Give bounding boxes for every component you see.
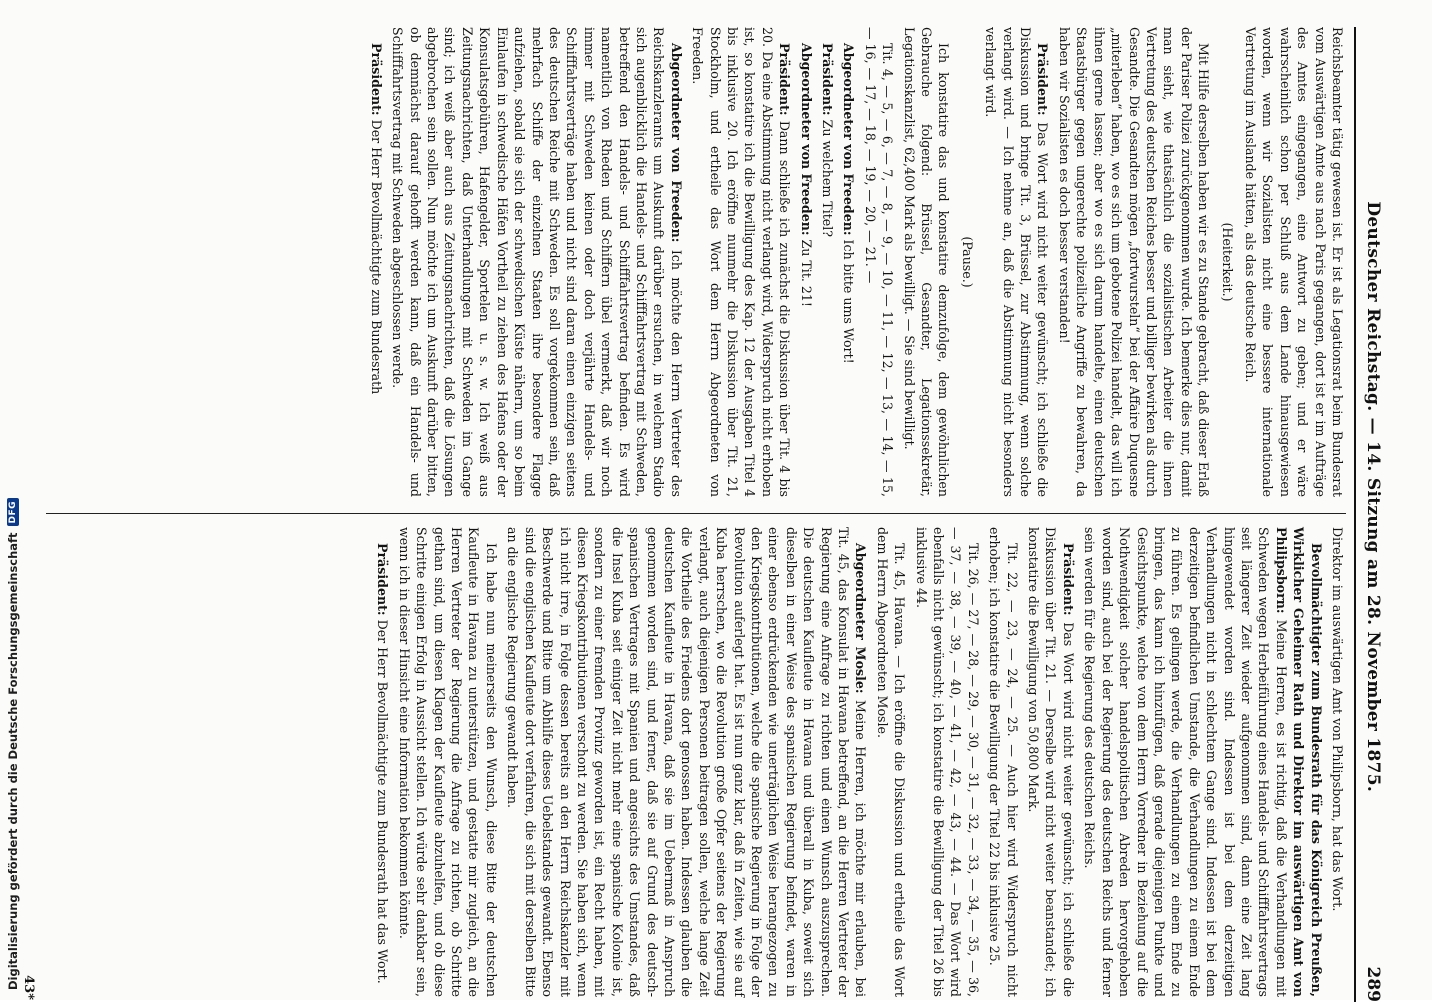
paragraph xyxy=(1081,527,1325,997)
speaker-name: Präsident: xyxy=(1036,43,1051,116)
credit-text: Digitalisierung gefördert durch die Deutsche Forschungsgemeinschaft xyxy=(6,532,20,990)
paragraph-text: Das Wort wird nicht weiter gewünscht; ich schließe die Diskussion und bringe Tit. 3, Brüssel, zur Abstimmung, wenn solche verlangt wird. — Ich nehme an, daß die Abstimmung nicht besonders verlangt wird. xyxy=(983,27,1050,497)
signature-mark: 43* xyxy=(21,975,36,1000)
paragraph xyxy=(900,27,952,497)
stage-direction xyxy=(958,27,975,497)
running-header xyxy=(1354,27,1390,1002)
speaker-name: Präsident: xyxy=(820,43,835,116)
paragraph-text: Tit. 4, — 5, — 6, — 7, — 8, — 9, — 10, — 11, — 12, — 13, — 14, — 15, — 16, — 17, — 18, — 19, — 20, — 21. — xyxy=(863,27,895,497)
paragraph-text: Ich bitte ums Wort! xyxy=(841,240,856,364)
paragraph xyxy=(395,527,499,997)
paragraph xyxy=(367,27,384,497)
paragraph-text: (Heiterkeit.) xyxy=(1220,223,1235,302)
paragraph xyxy=(873,527,908,997)
speaker-name: Abgeordneter von Freeden: xyxy=(669,43,684,242)
paragraph-text: Ich konstatire das und konstatire demzufolge, dem gewöhnlichen Gebrauche folgend: Brüssel, Gesandter, Legationssekretär, Legationskanzlist, 62,400 Mark als bewilligt. — Sie sind bewilligt. xyxy=(902,27,952,497)
paragraph-text: Tit. 26, — 27, — 28, — 29, — 30, — 31, — 32, — 33, — 34, — 35, — 36, — 37, — 38, — 39, — 40, — 41, — 42, — 43, — 44. — Das Wort wird ebenfalls nicht gewünscht; ich konstatire die Bewilligung der Titel 26 bis inklusive 44. xyxy=(914,527,981,997)
speaker-name: Präsident: xyxy=(375,543,390,616)
paragraph-text: Der Herr Bevollmächtigte zum Bundesrath hat das Wort. xyxy=(375,620,390,984)
paragraph-text: Reichsbeamter tätig gewesen ist. Er ist als Legationsrat beim Bundesrat vom Auswärtigen Amte aus nach Paris gegangen, dort ist er im Aufträge des Amtes eingegangen, eine Antwort zu geben; und er wäre wahrscheinlich schon per Schluß aus dem Lande hinausgewiesen worden, wenn wir Sozialisten nicht eine bessere internationale Vertretung im Auslande hätten, als das deutsche Reich. xyxy=(1243,27,1345,497)
paragraph xyxy=(986,527,1021,997)
speaker-name: Präsident: xyxy=(1061,543,1076,616)
paragraph xyxy=(1025,527,1077,997)
paragraph-text: Direktor im auswärtigen Amt von Philipsborn, hat das Wort. xyxy=(1330,527,1345,911)
page-number: 289 xyxy=(1363,967,1383,1002)
paragraph xyxy=(840,27,857,497)
dfg-logo-icon: DFG xyxy=(7,498,19,527)
speaker-name: Präsident: xyxy=(777,43,792,116)
paragraph-text: Tit. 22, — 23, — 24, — 25. — Auch hier wird Widerspruch nicht erhoben; ich konstatire die Bewilligung der Titel 22 bis inklusive 25. xyxy=(987,527,1019,997)
paragraph xyxy=(374,527,391,997)
speaker-name: Bevollmächtigter zum Bundesrath für das Königreich Preußen, Wirklicher Geheimer Rath und Direktor im auswärtigen Amt von Philipsborn: xyxy=(1274,527,1324,997)
paragraph-text: Zu welchem Titel? xyxy=(820,120,835,237)
paragraph-text: Zu Tit. 21! xyxy=(799,240,814,307)
paragraph xyxy=(982,27,1052,497)
paragraph-text: Ich habe nun meinerseits den Wunsch, diese Bitte der deutschen Kaufleute in Havana zu unterstützen, und gestatte mir zugleich, an die Herren Vertreter der Regierung die Anfrage zu richten, ob Schritte gethan sind, um diesen Klagen der Kaufleute abzuhelfen, und ob diese Schritte einigen Erfolg in Aussicht stellen. Ich würde sehr dankbar sein, wenn ich in dieser Hinsicht eine Information bekommen könnte. xyxy=(397,527,499,997)
paragraph-text: Ich möchte den Herrn Vertreter des Reichskanzleramts um Auskunft darüber ersuchen, in welchem Stadio sich augenblicklich die Handels- und Schifffahrtsvertrag mit Schweden, betreffend den Handels- und Schifffahrtsvertrag befinden. Es wird namentlich von Rheden und Schiffern übel vermerkt, daß wir noch immer mit Schweden keinen oder doch verjährte Handels- und Schifffahrtsverträge haben und nicht sind daran einen einzigen seitens des deutschen Reiche mit Schweden. Es soll vorgekommen sein, daß mehrfach Schiffe der einzelnen Staaten ihre besondere Flagge aufziehen, sobald sie sich der schwedischen Küste nähern, um so beim Einlaufen in schwedische Häfen Vortheil zu ziehen des Hafens oder der Konsulatsgebühren, Hafengelder, Sportelen u. s. w. Ich weiß aus Zeitungsnachrichten, daß Unterhandlungen mit Schweden im Gange sind; ich weiß aber auch aus Zeitungsnachrichten, daß die Lösungen abgebrochen sein sollen. Nun möchte ich um Auskunft darüber bitten, ob demnächst darauf gehofft werden kann, daß ein Handels- und Schifffahrtsvertrag mit Schweden abgeschlossen werde. xyxy=(390,27,684,497)
paragraph-text: (Pause.) xyxy=(960,236,975,287)
paragraph xyxy=(861,27,896,497)
paragraph xyxy=(1242,27,1346,497)
paragraph-text: Tit. 45, Havana. — Ich eröffne die Diskussion und ertheile das Wort dem Herrn Abgeordneten Mosle. xyxy=(875,527,907,997)
speaker-name: Abgeordneter Mosle: xyxy=(853,543,868,694)
paragraph xyxy=(1329,527,1346,997)
header-title: Deutscher Reichstag. — 14. Sitzung am 28. November 1875. xyxy=(1363,27,1383,967)
digitization-credit xyxy=(2,110,22,990)
paragraph-text: Meine Herren, es ist richtig, daß die Verhandlungen mit Schweden wegen Herbeiführung eines Handels- und Schifffahrtsvertrags seit längerer Zeit wieder aufgenommen sind, dann eine Zeit lang hingewendet worden sind. Indessen ist bei dem derzeitigen Verhandlungen nicht in schlechtem Gange sind. Indessen ist bei dem derzeitigen befindlichen Umstande, die Verhandlungen zu einem Ende zu führen. Es gelingen werde, die Verhandlungen zu einem Ende zu bringen, das kann ich hinzufügen, daß gerade diejenigen Punkte und Gesichtspunkte, welche von dem Herrn Vorredner in Beziehung auf die Nothwendigkeit solcher handelspolitischen Abreden hervorgehoben worden sind, auch bei der Regierung des deutschen Reichs und ferner sein werden für die Regierung des deutschen Reichs. xyxy=(1082,527,1288,997)
speaker-name: Abgeordneter von Freeden: xyxy=(841,43,856,236)
paragraph xyxy=(1056,27,1213,497)
paragraph xyxy=(797,27,814,497)
paragraph-text: Meine Herren, ich möchte mir erlauben, bei Tit. 45, das Konsulat in Havana betreffend, an die Herren Vertreter der Regierung eine Anfrage zu richten und einen Wunsch auszusprechen. Die deutschen Kaufleute in Havana und überall in Kuba, soweit sich dieselben in einer Weise des spanischen Regierung befindet, waren in einer ebenso erdrückenden wie unerträglichen Weise herangezogen zu den Kriegskontributionen, welche die spanische Regierung in Folge der Revolution auferlegt hat. Es ist nun ganz klar, daß in Zeiten, wie sie auf Kuba herrschen, wo die Revolution große Opfer seitens der Regierung verlangt, auch diejenigen Personen beitragen sollen, welche lange Zeit die Vortheile des Friedens dort genossen haben. Indessen glauben die deutschen Kaufleute in Havana, daß sie im Uebermaß in Anspruch genommen worden sind, und ferner, daß sie auf Grund des deutsch-spanischen Vertrages mit Spanien und angesichts des Umstandes, daß die Insel Kuba seit einiger Zeit nicht mehr eine spanische Kolonie ist, sondern zu einer fremden Provinz geworden ist, ein Recht haben, mit diesen Kriegskontributionen verschont zu werden. Sie haben sich, wenn ich nicht irre, in Folge dessen bereits an den Herrn Reichskanzler mit Beschwerde und Bitte um Abhilfe dieses Uebelstandes gewandt. Ebenso sind die englischen Kaufleute dort verfahren, die sich mit derselben Bitte an die englische Regierung gewandt haben. xyxy=(505,527,868,997)
paragraph-text: Dann schließe ich zunächst die Diskussion über Tit. 4 bis 20. Da eine Abstimmung nicht verlangt wird, Widerspruch nicht erhoben ist, so konstatire ich die Bewilligung des Kap. 12 der Ausgaben Titel 4 bis inklusive 20. Ich eröffne nunmehr die Diskussion über Tit. 21, Stockholm, und ertheile das Wort dem Herrn Abgeordneten von Freeden. xyxy=(690,27,792,497)
column-divider xyxy=(46,513,1346,514)
paragraph-text: Das Wort wird nicht weiter gewünscht; ich schließe die Diskussion über Tit. 21. — Derselbe wird nicht weiter beanstandet; ich konstatire die Bewilligung von 50,800 Mark. xyxy=(1026,527,1076,997)
paragraph xyxy=(912,527,982,997)
right-column xyxy=(36,527,1346,997)
paragraph xyxy=(819,27,836,497)
paragraph-text: Der Herr Bevollmächtigte zum Bundesrath xyxy=(369,120,384,395)
stage-direction xyxy=(1218,27,1235,497)
rotated-page xyxy=(15,27,1390,1002)
paragraph-text: Mit Hilfe derselben haben wir es zu Stande gebracht, daß dieser Erlaß der Pariser Polizei zurückgenommen wurde. Ich bemerke dies nur, damit man sieht, wie thatsächlich die sozialistischen Arbeiter die ihnen Vertretung des deutschen Reiches besser und billiger bewirken als durch Gesandte. Die Gesandten mögen „fortwursteln“ bei der Affaire Duquesne „miterleben“ haben, wo es sich um gebotene Polizei handelt, das will ich ihnen gerne lassen; aber wo es sich darum handelte, einen deutschen Staatsbürger gegen ungerechte polizeiliche Angriffe zu bewahren, da haben wir Sozialisten es doch besser verstanden! xyxy=(1057,27,1211,497)
speaker-name: Präsident: xyxy=(369,43,384,116)
paragraph xyxy=(389,27,685,497)
paragraph xyxy=(504,527,870,997)
left-column xyxy=(36,27,1346,497)
paragraph xyxy=(689,27,793,497)
speaker-name: Abgeordneter von Freeden: xyxy=(799,43,814,236)
